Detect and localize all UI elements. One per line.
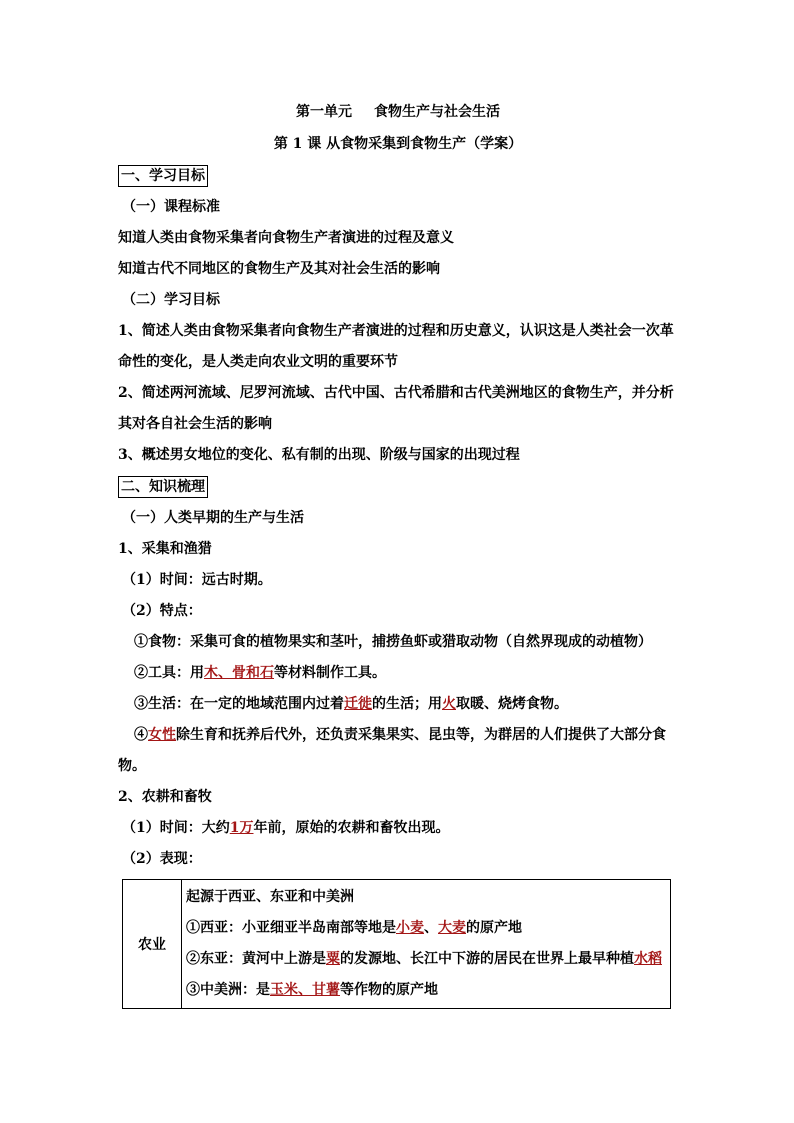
goal-item-cont: 命性的变化，是人类走向农业文明的重要环节 [118,354,398,370]
text-segment: ②东亚：黄河中上游是 [186,951,326,967]
subheading-early-life: （一）人类早期的生产与生活 [122,510,304,526]
text-segment: ④ [134,727,148,743]
feature-tools [118,658,678,689]
text-segment: 年前，原始的农耕和畜牧出现。 [253,820,450,836]
text-segment: 等作物的原产地 [340,982,438,998]
key-term: 1万 [229,820,254,836]
text-segment: 的生活；用 [372,696,442,712]
key-term: 大麦 [438,920,466,936]
table-row [186,913,666,944]
goal-item: 2、简述两河流域、尼罗河流域、古代中国、古代希腊和古代美洲地区的食物生产，并分析 [118,385,674,401]
key-term: 水稻 [634,951,662,967]
key-term: 女性 [148,727,176,743]
agriculture-table [122,879,671,1009]
key-term: 火 [442,696,456,712]
subheading-learning-goals: （二）学习目标 [122,292,220,308]
standard-item: 知道人类由食物采集者向食物生产者演进的过程及意义 [118,230,454,246]
key-term: 木、骨和石 [204,665,274,681]
goal-item: 3、概述男女地位的变化、私有制的出现、阶级与国家的出现过程 [118,447,520,463]
key-term: 玉米、甘薯 [270,982,340,998]
text-segment: ②工具：用 [134,665,204,681]
goal-item-cont: 其对各自社会生活的影响 [118,416,272,432]
gathering-time: （1）时间：远古时期。 [122,572,272,588]
unit-title [118,96,678,128]
goal-item: 1、简述人类由食物采集者向食物生产者演进的过程和历史意义，认识这是人类社会一次革 [118,323,674,339]
feature-life [118,689,678,720]
text-segment: ①西亚：小亚细亚半岛南部等地是 [186,920,396,936]
table-row [186,944,666,975]
text-segment: 除生育和抚养后代外，还负责采集果实、昆虫等，为群居的人们提供了大部分食 [176,727,666,743]
text-segment: 的发源地、长江中下游的居民在世界上最早种植 [340,951,634,967]
text-segment: 的原产地 [466,920,522,936]
table-row [186,975,666,1006]
section-heading-goals: 一、学习目标 [118,165,208,187]
text-segment: 、 [424,920,438,936]
table-header-cell: 农业 [123,880,182,1009]
table-content-cell [182,880,671,1009]
section-heading-knowledge: 二、知识梳理 [118,476,208,498]
key-term: 粟 [326,951,340,967]
text-segment: 取暖、烧烤食物。 [456,696,568,712]
key-term: 小麦 [396,920,424,936]
unit-number: 第一单元 [296,104,352,120]
table-row: 起源于西亚、东亚和中美洲 [186,889,354,905]
document-page [118,96,678,1009]
feature-food: ①食物：采集可食的植物果实和茎叶，捕捞鱼虾或猎取动物（自然界现成的动植物） [134,634,652,650]
standard-item: 知道古代不同地区的食物生产及其对社会生活的影响 [118,261,440,277]
topic-farming: 2、农耕和畜牧 [118,789,212,805]
feature-women-cont: 物。 [118,758,146,774]
text-segment: ③生活：在一定的地域范围内过着 [134,696,344,712]
farming-performance-label: （2）表现： [122,851,202,867]
text-segment: 等材料制作工具。 [274,665,386,681]
unit-name: 食物生产与社会生活 [374,104,500,120]
subheading-curriculum: （一）课程标准 [122,199,220,215]
lesson-title: 第 1 课 从食物采集到食物生产（学案） [273,136,523,152]
text-segment: （1）时间：大约 [122,820,230,836]
key-term: 迁徙 [344,696,372,712]
gathering-features-label: （2）特点： [122,603,202,619]
text-segment: ③中美洲：是 [186,982,270,998]
farming-time [118,813,678,844]
topic-gathering: 1、采集和渔猎 [118,541,212,557]
feature-women [118,720,678,751]
